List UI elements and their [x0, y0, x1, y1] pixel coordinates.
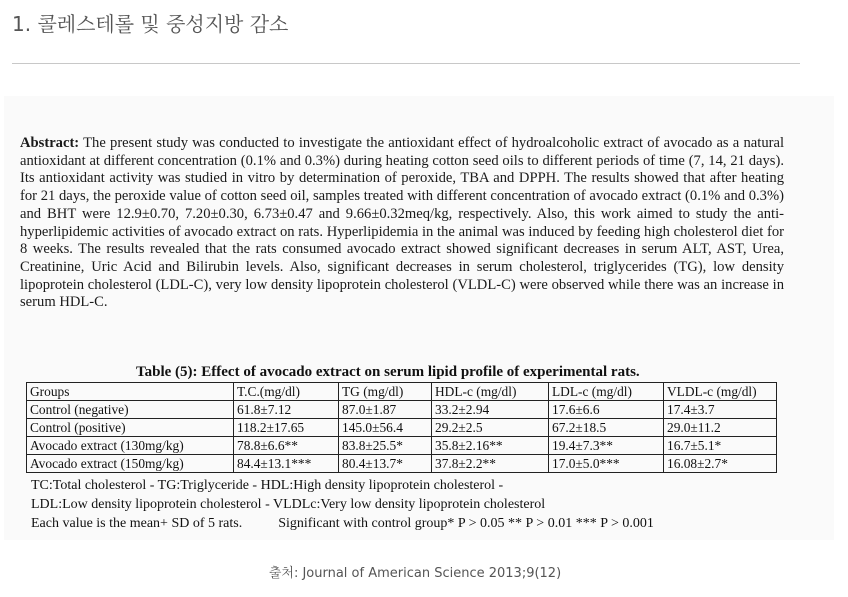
- cell-group: Avocado extract (130mg/kg): [27, 437, 234, 455]
- cell-group: Control (positive): [27, 419, 234, 437]
- col-header-hdl: HDL-c (mg/dl): [432, 383, 549, 401]
- cell-tc: 61.8±7.12: [234, 401, 339, 419]
- table-row: [27, 401, 777, 419]
- cell-ldl: 67.2±18.5: [549, 419, 664, 437]
- section-divider: [12, 63, 800, 64]
- cell-tc: 78.8±6.6**: [234, 437, 339, 455]
- cell-vldl: 17.4±3.7: [664, 401, 777, 419]
- cell-hdl: 29.2±2.5: [432, 419, 549, 437]
- table-row: [27, 419, 777, 437]
- col-header-groups: Groups: [27, 383, 234, 401]
- cell-vldl: 16.7±5.1*: [664, 437, 777, 455]
- table-row: [27, 455, 777, 473]
- col-header-tg: TG (mg/dl): [339, 383, 432, 401]
- footnote-line: [31, 514, 654, 533]
- cell-group: Control (negative): [27, 401, 234, 419]
- abstract-label: Abstract:: [20, 135, 80, 151]
- cell-hdl: 33.2±2.94: [432, 401, 549, 419]
- cell-tc: 118.2±17.65: [234, 419, 339, 437]
- cell-group: Avocado extract (150mg/kg): [27, 455, 234, 473]
- footnote-line: TC:Total cholesterol - TG:Triglyceride - HDL:High density lipoprotein cholesterol -: [31, 478, 504, 493]
- section-title: 1. 콜레스테롤 및 중성지방 감소: [12, 12, 289, 36]
- table-row: [27, 437, 777, 455]
- abstract-paragraph: [20, 135, 784, 312]
- abstract-text: The present study was conducted to investigate the antioxidant effect of hydroalcoholic extract of avocado as a natural antioxidant at different concentration (0.1% and 0.3%) during heating cotton seed oils to different periods of time (7, 14, 21 days). Its antioxidant activity was studied in vitro by determination of peroxide, TBA and DPPH. The results showed that after heating for 21 days, the peroxide value of cotton seed oil, samples treated with different concentration of avocado extract (0.1% and 0.3%) and BHT were 12.9±0.70, 7.20±0.30, 6.73±0.47 and 9.66±0.32meq/kg, respectively. Also, this work aimed to study the anti-hyperlipidemic activities of avocado extract on rats. Hyperlipidemia in the animal was induced by feeding high cholesterol diet for 8 weeks. The results revealed that the rats consumed avocado extract showed significant decreases in serum ALT, AST, Urea, Creatinine, Uric Acid and Bilirubin levels. Also, significant decreases in serum cholesterol, triglycerides (TG), low density lipoprotein cholesterol (LDL-C), very low density lipoprotein cholesterol (VLDL-C) were observed while there was an increase in serum HDL-C.: [20, 135, 785, 311]
- lipid-profile-table: [26, 382, 777, 473]
- footnote-line: LDL:Low density lipoprotein cholesterol - VLDLc:Very low density lipoprotein cholesterol: [31, 497, 546, 512]
- cell-ldl: 17.0±5.0***: [549, 455, 664, 473]
- table-footnotes: [31, 476, 654, 533]
- cell-hdl: 37.8±2.2**: [432, 455, 549, 473]
- cell-vldl: 16.08±2.7*: [664, 455, 777, 473]
- footnote-significance: Significant with control group* P > 0.05 ** P > 0.01 *** P > 0.001: [278, 516, 654, 531]
- cell-ldl: 17.6±6.6: [549, 401, 664, 419]
- cell-hdl: 35.8±2.16**: [432, 437, 549, 455]
- cell-vldl: 29.0±11.2: [664, 419, 777, 437]
- cell-tg: 83.8±25.5*: [339, 437, 432, 455]
- footnote-mean-sd: Each value is the mean+ SD of 5 rats.: [31, 516, 243, 531]
- table-header-row: [27, 383, 777, 401]
- col-header-tc: T.C.(mg/dl): [234, 383, 339, 401]
- source-caption: 출처: Journal of American Science 2013;9(12): [268, 566, 562, 581]
- table-caption: Table (5): Effect of avocado extract on serum lipid profile of experimental rats.: [136, 364, 640, 380]
- col-header-ldl: LDL-c (mg/dl): [549, 383, 664, 401]
- cell-tc: 84.4±13.1***: [234, 455, 339, 473]
- cell-tg: 145.0±56.4: [339, 419, 432, 437]
- cell-tg: 80.4±13.7*: [339, 455, 432, 473]
- cell-tg: 87.0±1.87: [339, 401, 432, 419]
- cell-ldl: 19.4±7.3**: [549, 437, 664, 455]
- col-header-vldl: VLDL-c (mg/dl): [664, 383, 777, 401]
